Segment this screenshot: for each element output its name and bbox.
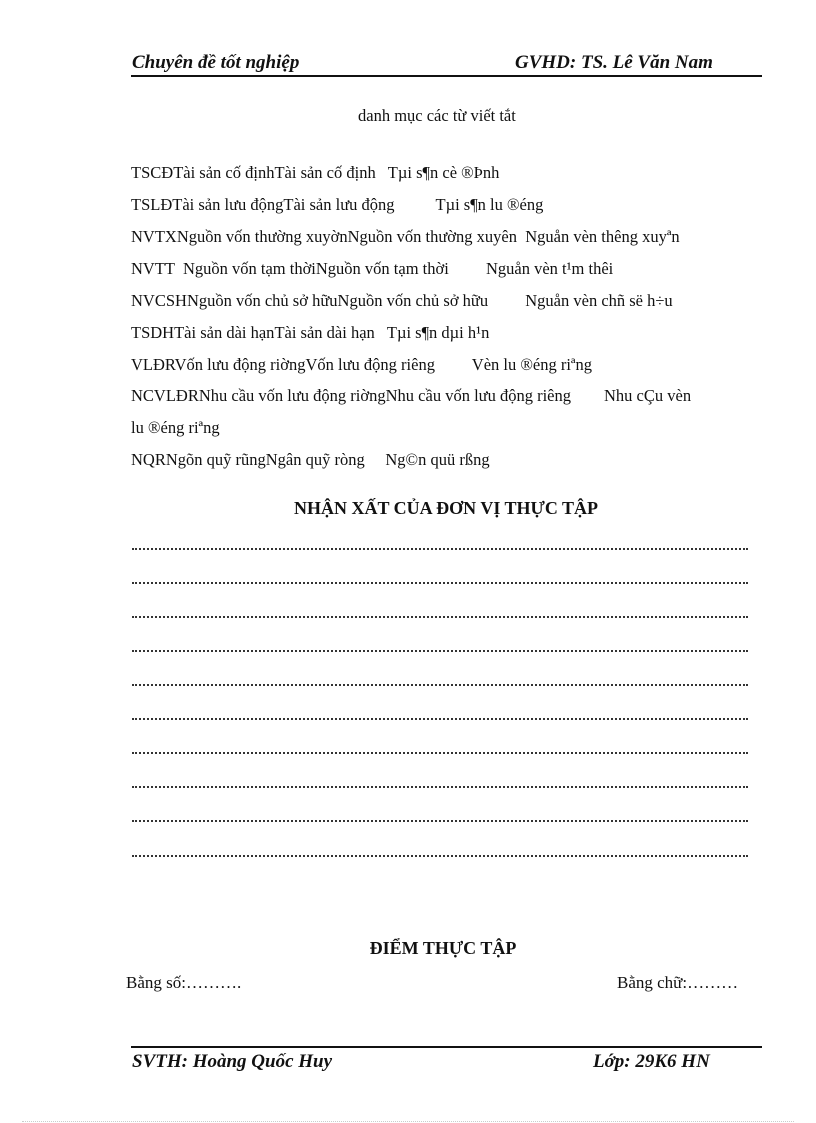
abbrev-code: NCVLĐR <box>131 386 199 405</box>
abbrev-term: Nguồn vốn tạm thời <box>182 259 316 278</box>
comment-line-1[interactable] <box>132 548 748 551</box>
abbrev-repeat: Nguồn vốn thường xuyên <box>347 227 517 246</box>
comment-line-2[interactable] <box>132 582 748 585</box>
abbrev-repeat: Nguồn vốn tạm thời <box>315 259 449 278</box>
score-title: ĐIỂM THỰC TẬP <box>369 938 517 958</box>
comment-line-10[interactable] <box>132 855 748 858</box>
abbrev-legacy: Ng©n quü rßng <box>385 450 490 469</box>
abbrev-row-nvtt <box>131 259 613 279</box>
abbrev-term: Tài sản cố định <box>173 163 275 182</box>
abbrev-title: danh mục các từ viết tắt <box>358 106 516 125</box>
comment-line-7[interactable] <box>132 752 748 755</box>
abbrev-row-nqr <box>131 450 490 470</box>
abbrev-legacy: Nguån vèn thêng xuyªn <box>525 227 680 246</box>
abbrev-legacy: Nhu cÇu vèn <box>604 386 692 405</box>
abbrev-code: TSLĐ <box>131 195 173 214</box>
abbrev-term: Nhu cầu vốn lưu động riờng <box>198 386 386 405</box>
header-right: GVHD: TS. Lê Văn Nam <box>515 52 713 73</box>
abbrev-repeat: Vốn lưu động riêng <box>305 355 435 374</box>
comment-line-5[interactable] <box>132 684 748 687</box>
comments-title: NHẬN XẤT CỦA ĐƠN VỊ THỰC TẬP <box>293 498 599 518</box>
abbrev-row-tscd <box>131 163 499 183</box>
abbrev-repeat: Nguồn vốn chủ sở hữu <box>337 291 489 310</box>
header-rule <box>131 75 762 77</box>
abbrev-row-vldr <box>131 355 592 375</box>
abbrev-code: NVCSH <box>131 291 187 310</box>
abbrev-row-nvcsh <box>131 291 673 311</box>
score-number-label: Bằng số:………. <box>126 973 242 992</box>
abbrev-term: Vốn lưu động riờng <box>174 355 306 374</box>
footer-right: Lớp: 29K6 HN <box>593 1051 710 1072</box>
abbrev-code: NQR <box>131 450 166 469</box>
comment-line-4[interactable] <box>132 650 748 653</box>
abbrev-term: Tài sản lưu động <box>172 195 284 214</box>
abbrev-legacy-cont: lu ®éng riªng <box>131 418 220 437</box>
footer-rule <box>131 1046 762 1048</box>
abbrev-term: Tài sản dài hạn <box>174 323 275 342</box>
comment-line-3[interactable] <box>132 616 748 619</box>
abbrev-repeat: Tài sản dài hạn <box>274 323 375 342</box>
page-bottom-border <box>22 1121 794 1122</box>
comment-line-6[interactable] <box>132 718 748 721</box>
abbrev-legacy: Tµi s¶n cè ®Þnh <box>387 163 500 182</box>
score-text-label: Bằng chữ:……… <box>617 973 739 992</box>
abbrev-legacy: Tµi s¶n lu ®éng <box>435 195 544 214</box>
abbrev-repeat: Tài sản lưu động <box>283 195 395 214</box>
abbrev-term: Nguồn vốn thường xuyờn <box>176 227 348 246</box>
abbrev-repeat: Tài sản cố định <box>274 163 376 182</box>
footer-left: SVTH: Hoàng Quốc Huy <box>132 1051 333 1072</box>
abbrev-legacy: Nguån vèn chñ së h÷u <box>525 291 673 310</box>
abbrev-legacy: Tµi s¶n dµi h¹n <box>386 323 490 342</box>
abbrev-row-tsdh <box>131 323 489 343</box>
abbrev-code: TSDH <box>131 323 175 342</box>
comment-line-8[interactable] <box>132 786 748 789</box>
abbrev-code: VLĐR <box>131 355 175 374</box>
abbrev-legacy: Vèn lu ®éng riªng <box>471 355 592 374</box>
abbrev-term: Nguồn vốn chủ sở hữu <box>186 291 338 310</box>
abbrev-repeat: Nhu cầu vốn lưu động riêng <box>385 386 571 405</box>
comment-line-9[interactable] <box>132 820 748 823</box>
abbrev-row-ncvldr-cont <box>131 418 220 438</box>
abbrev-term: Ngõn quỹ rũng <box>165 450 266 469</box>
abbrev-code: NVTX <box>131 227 177 246</box>
abbrev-row-tsld <box>131 195 543 215</box>
abbrev-code: NVTT <box>131 259 175 278</box>
abbrev-row-nvtx <box>131 227 680 247</box>
abbrev-legacy: Nguån vèn t¹m thêi <box>485 259 614 278</box>
abbrev-row-ncvldr <box>131 386 691 406</box>
abbrev-repeat: Ngân quỹ ròng <box>265 450 365 469</box>
header-left: Chuyên đề tốt nghiệp <box>132 52 300 73</box>
abbrev-code: TSCĐ <box>131 163 174 182</box>
